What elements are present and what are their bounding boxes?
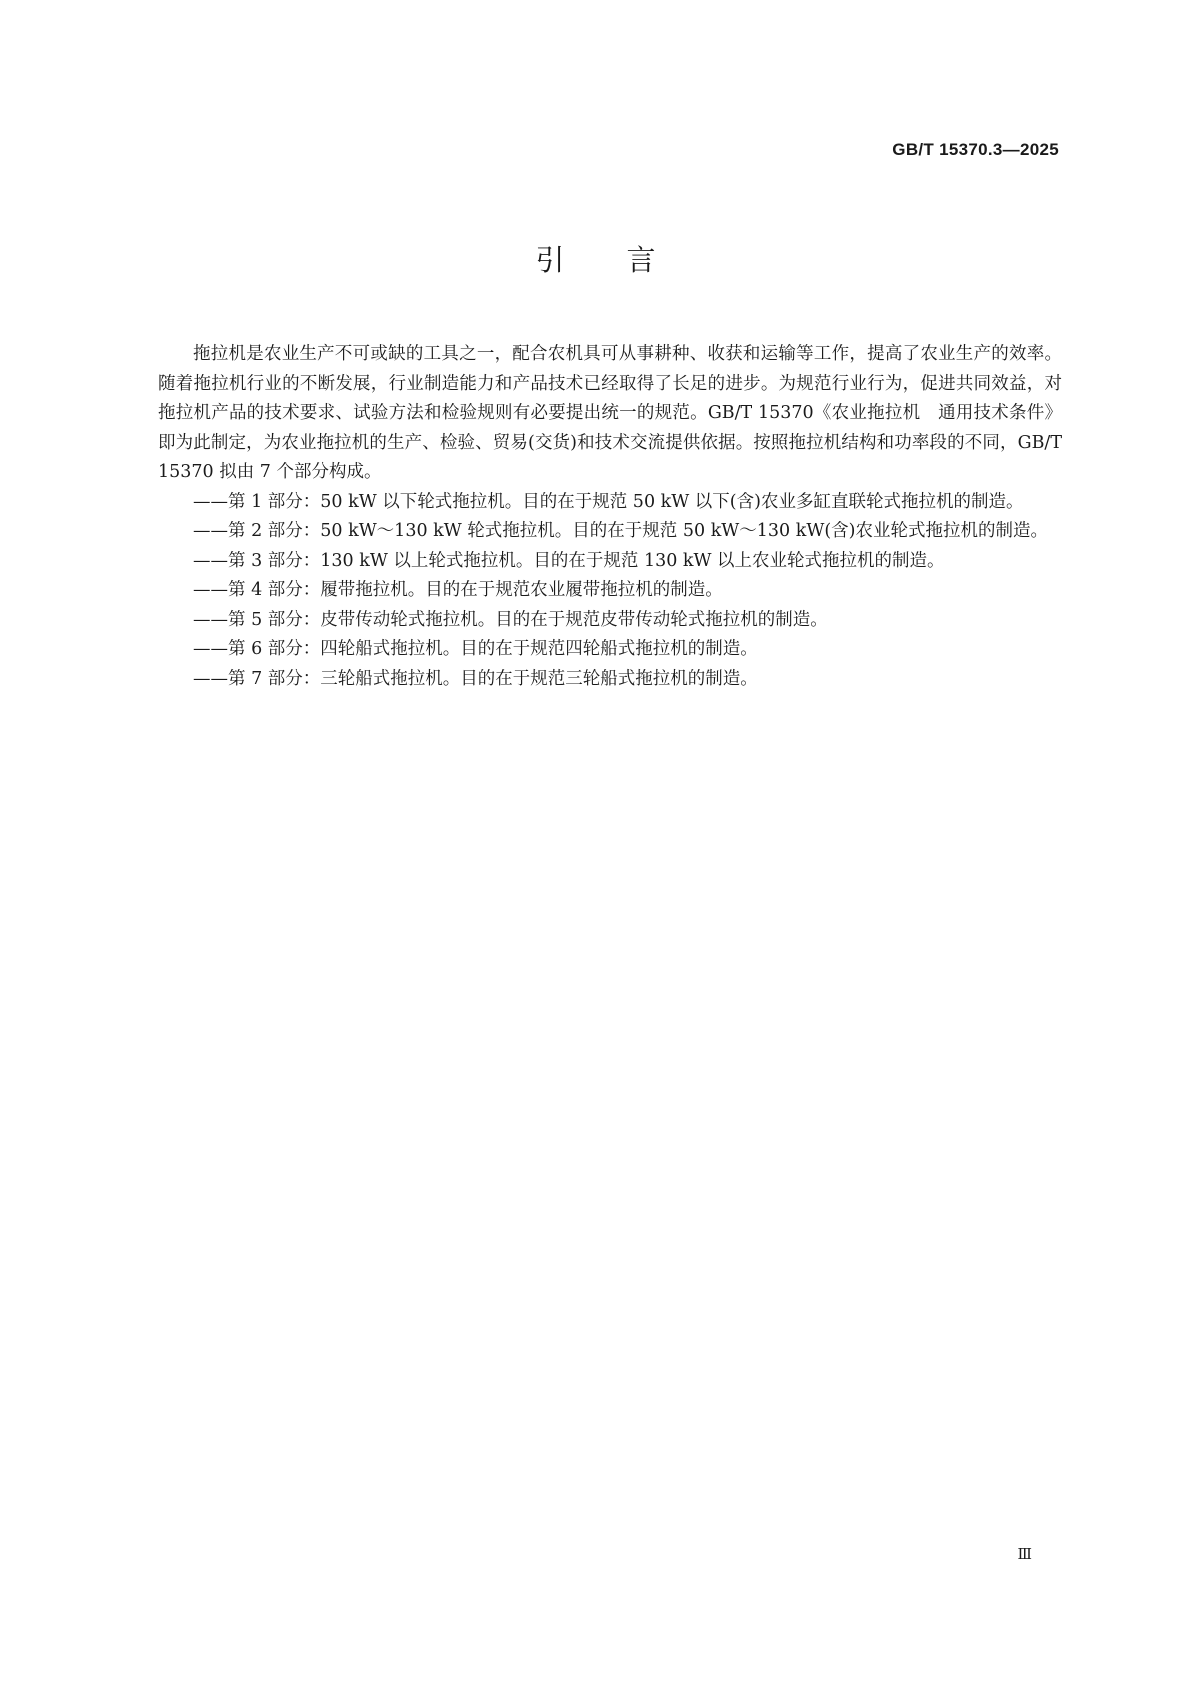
title-char-2: 言	[626, 243, 656, 277]
standard-code: GB/T 15370.3—2025	[892, 140, 1059, 159]
list-item-part-6: ——第 6 部分：四轮船式拖拉机。目的在于规范四轮船式拖拉机的制造。	[193, 639, 758, 659]
list-item-part-5: ——第 5 部分：皮带传动轮式拖拉机。目的在于规范皮带传动轮式拖拉机的制造。	[193, 609, 828, 630]
list-item-part-1: ——第 1 部分：50 kW 以下轮式拖拉机。目的在于规范 50 kW 以下(含)农业多缸直联轮式拖拉机的制造。	[193, 491, 1024, 512]
page-number: Ⅲ	[1017, 1545, 1032, 1563]
list-item-part-4: ——第 4 部分：履带拖拉机。目的在于规范农业履带拖拉机的制造。	[193, 580, 723, 600]
list-item-part-2: ——第 2 部分：50 kW～130 kW 轮式拖拉机。目的在于规范 50 kW～130 kW(含)农业轮式拖拉机的制造。	[193, 521, 1048, 541]
intro-paragraph: 拖拉机是农业生产不可或缺的工具之一，配合农机具可从事耕种、收获和运输等工作，提高了农业生产的效率。随着拖拉机行业的不断发展，行业制造能力和产品技术已经取得了长足的进步。为规范行业行为，促进共同效益，对拖拉机产品的技术要求、试验方法和检验规则有必要提出统一的规范。GB/T 15370《农业拖拉机 通用技术条件》即为此制定，为农业拖拉机的生产、检验、贸易(交货)和技术交流提供依据。按照拖拉机结构和功率段的不同，GB/T 15370 拟由 7 个部分构成。	[158, 344, 1062, 482]
document-body	[158, 340, 1062, 694]
page-title	[0, 238, 1191, 279]
list-item-part-3: ——第 3 部分：130 kW 以上轮式拖拉机。目的在于规范 130 kW 以上农业轮式拖拉机的制造。	[193, 550, 945, 571]
list-item-part-7: ——第 7 部分：三轮船式拖拉机。目的在于规范三轮船式拖拉机的制造。	[193, 668, 758, 689]
title-char-1: 引	[535, 243, 565, 277]
